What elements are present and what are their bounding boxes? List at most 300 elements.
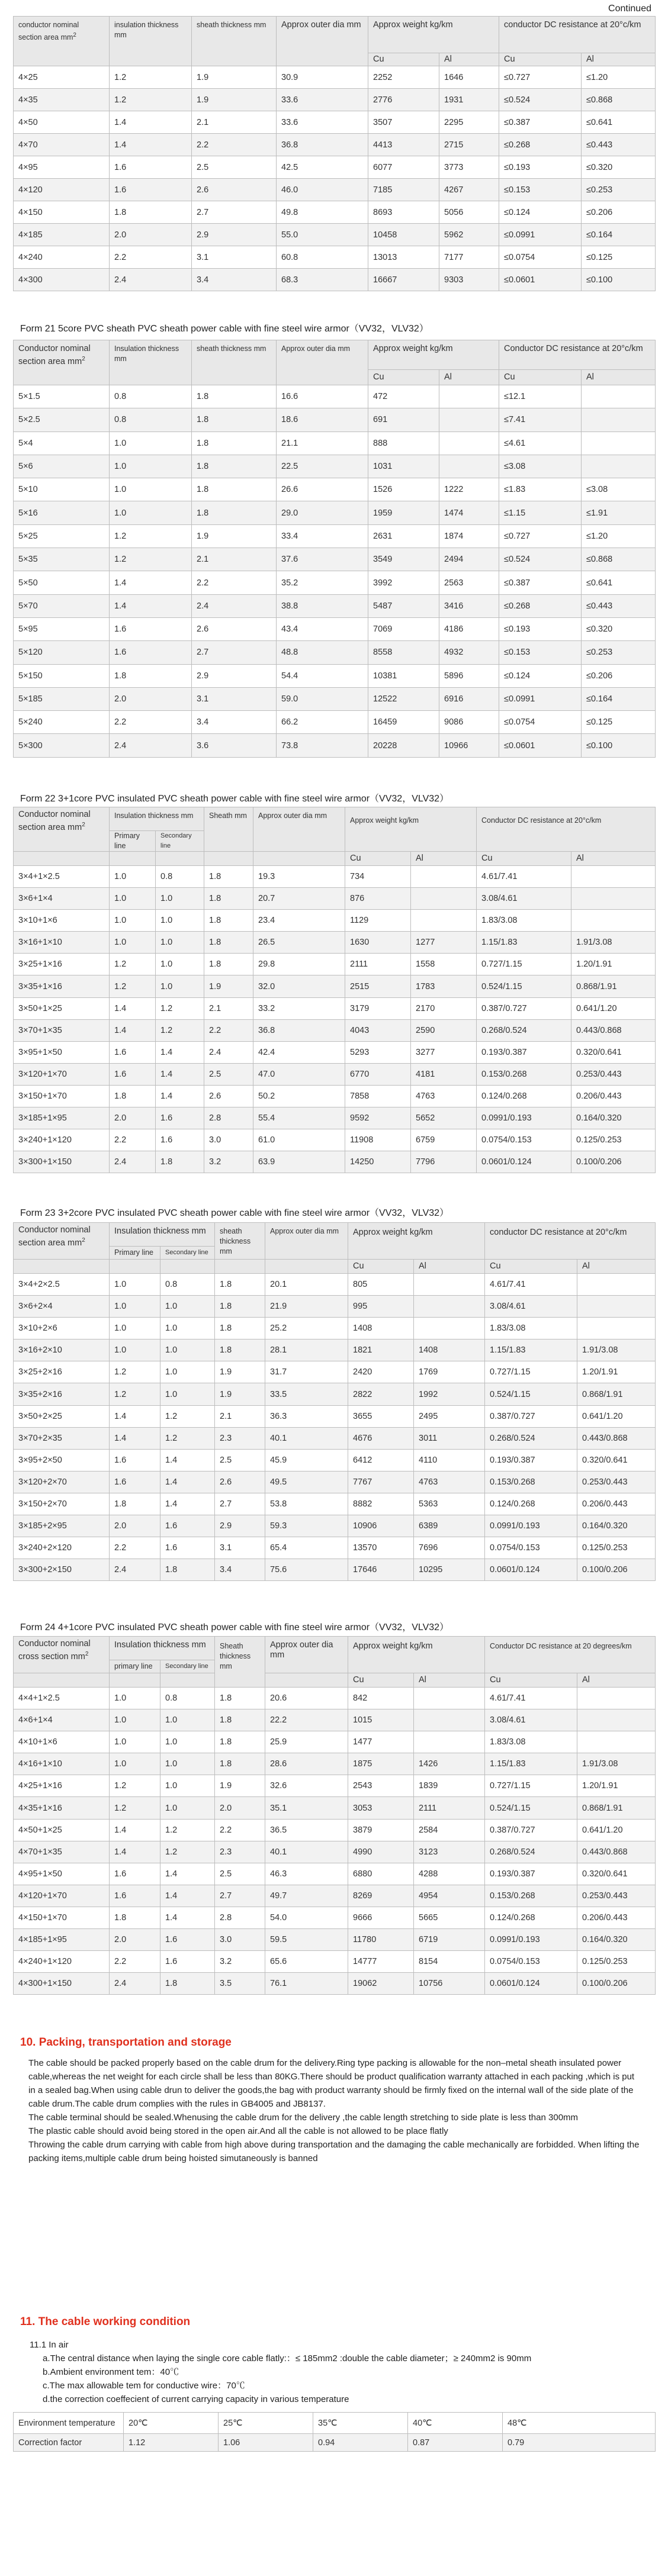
table-cell: 1.0 <box>110 1731 160 1753</box>
table-cell: 20.1 <box>265 1274 348 1296</box>
table-row <box>14 1885 656 1907</box>
table-cell: 16667 <box>368 269 439 291</box>
table-row <box>14 1063 656 1085</box>
table-cell: 10906 <box>348 1515 414 1537</box>
table-cell: 3×185+2×95 <box>14 1515 110 1537</box>
table-cell: 61.0 <box>253 1129 345 1151</box>
table-cell: 0.727/1.15 <box>485 1775 577 1797</box>
header-weight-cu: Cu <box>368 370 439 385</box>
table-cell: 1.0 <box>160 1361 215 1383</box>
table-cell: 0.164/0.320 <box>571 1107 656 1129</box>
table-cell: 3123 <box>414 1841 485 1863</box>
header-outer-dia: Approx outer dia mm <box>253 807 345 852</box>
header-spacer <box>265 1673 348 1688</box>
table-cell: 1.8 <box>192 408 277 432</box>
table-cell: 1.4 <box>160 1885 215 1907</box>
table-cell: 1.8 <box>215 1318 265 1339</box>
table-cell: 0.0991/0.193 <box>485 1515 577 1537</box>
table-cell: 1222 <box>439 478 499 501</box>
table-cell: 49.8 <box>277 201 368 224</box>
table-cell: 1.15/1.83 <box>485 1753 577 1775</box>
header-sheath: sheath thickness mm <box>192 340 277 385</box>
table-cell: 4932 <box>439 641 499 664</box>
env-temp-cell: 20℃ <box>124 2413 219 2434</box>
table-row <box>14 711 656 734</box>
table-cell: 1.2 <box>160 1841 215 1863</box>
table-cell: 1821 <box>348 1339 414 1361</box>
table-cell: 23.4 <box>253 910 345 932</box>
table-cell: 1.8 <box>110 664 192 687</box>
table-cell: ≤0.206 <box>582 664 656 687</box>
table-cell <box>582 385 656 408</box>
table-cell: 42.5 <box>277 156 368 179</box>
table-cell: 1.0 <box>160 1775 215 1797</box>
table-cell: 0.8 <box>110 408 192 432</box>
table-cell: 1.0 <box>110 1688 160 1709</box>
table-cell: 2.0 <box>215 1797 265 1819</box>
table-cell: 3×25+2×16 <box>14 1361 110 1383</box>
table-row <box>14 997 656 1019</box>
table-cell: 2.0 <box>110 1929 160 1951</box>
header-primary-line: primary line <box>110 1660 160 1673</box>
table-cell: 45.9 <box>265 1449 348 1471</box>
table-row <box>14 269 656 291</box>
header-sheath: Sheath thickness mm <box>215 1637 265 1688</box>
table-cell: 4288 <box>414 1863 485 1885</box>
table-cell: ≤1.15 <box>499 501 582 524</box>
table-cell <box>577 1274 656 1296</box>
table-cell: 1.0 <box>156 954 204 975</box>
table-cell: 2515 <box>345 975 411 997</box>
table-row <box>14 455 656 478</box>
table-cell: 7858 <box>345 1085 411 1107</box>
table-cell: 1.20/1.91 <box>577 1361 656 1383</box>
table-cell <box>414 1296 485 1318</box>
table-row <box>14 1797 656 1819</box>
table-cell: ≤0.524 <box>499 89 582 111</box>
table-cell: 1.4 <box>160 1863 215 1885</box>
table-cell: 1031 <box>368 455 439 478</box>
table-cell: 2494 <box>439 548 499 571</box>
table-cell: 0.253/0.443 <box>577 1885 656 1907</box>
section-10-para: The cable terminal should be sealed.Whenusing the cable drum for the delivery ,the cable length stretching to side plate is less than 300mm <box>28 2113 579 2123</box>
table-cell: 5363 <box>414 1493 485 1515</box>
table-cell: ≤0.253 <box>582 641 656 664</box>
table-row <box>14 1449 656 1471</box>
table-cell: 0.868/1.91 <box>577 1383 656 1405</box>
table-cell: 5×16 <box>14 501 110 524</box>
table-cell: 2.1 <box>192 548 277 571</box>
header-weight-al: Al <box>414 1260 485 1274</box>
table-cell: 995 <box>348 1296 414 1318</box>
table-cell: 0.124/0.268 <box>477 1085 571 1107</box>
table-cell: 53.8 <box>265 1493 348 1515</box>
table-cell: 0.125/0.253 <box>577 1951 656 1973</box>
table-cell: 1.6 <box>110 1471 160 1493</box>
table-cell: 4954 <box>414 1885 485 1907</box>
table-cell: 0.164/0.320 <box>577 1929 656 1951</box>
table-cell: 1.8 <box>192 478 277 501</box>
header-weight: Approx weight kg/km <box>345 807 477 852</box>
header-spacer <box>253 852 345 866</box>
table-cell: 1.4 <box>156 1063 204 1085</box>
table-cell: 1875 <box>348 1753 414 1775</box>
table-cell: 0.0754/0.153 <box>477 1129 571 1151</box>
table-cell: 6770 <box>345 1063 411 1085</box>
table-cell: 0.206/0.443 <box>577 1493 656 1515</box>
table-cell: 0.641/1.20 <box>571 997 656 1019</box>
table-cell: 1.0 <box>110 1274 160 1296</box>
table-cell: 4×185 <box>14 224 110 246</box>
table-cell <box>439 408 499 432</box>
header-weight-al: Al <box>411 852 477 866</box>
table-cell: 75.6 <box>265 1559 348 1581</box>
table-cell <box>411 910 477 932</box>
table-cell: 1.8 <box>110 201 192 224</box>
table-cell: ≤3.08 <box>582 478 656 501</box>
header-secondary-line: Secondary line <box>156 831 204 852</box>
table-cell: 1.4 <box>160 1471 215 1493</box>
table-cell: 43.4 <box>277 617 368 640</box>
table-cell: 1.6 <box>160 1515 215 1537</box>
table-cell: 5×1.5 <box>14 385 110 408</box>
table-cell: 3.5 <box>215 1973 265 1995</box>
header-weight: Approx weight kg/km <box>368 340 499 370</box>
header-insulation: insulation thickness mm <box>110 17 192 66</box>
table-cell: 0.0601/0.124 <box>477 1151 571 1173</box>
table-cell: 3×6+1×4 <box>14 888 110 910</box>
table-row <box>14 1274 656 1296</box>
table-cell: 4×10+1×6 <box>14 1731 110 1753</box>
table-cell: 4763 <box>411 1085 477 1107</box>
table-cell: ≤1.83 <box>499 478 582 501</box>
table-cell: ≤0.524 <box>499 548 582 571</box>
table-cell: 3×50+2×25 <box>14 1405 110 1427</box>
table-cell: 12522 <box>368 687 439 710</box>
table-cell: 0.524/1.15 <box>485 1797 577 1819</box>
table-cell: 11908 <box>345 1129 411 1151</box>
table-cell: 63.9 <box>253 1151 345 1173</box>
table-cell: 1.83/3.08 <box>485 1318 577 1339</box>
table-cell: 5056 <box>439 201 499 224</box>
table-cell: 1.2 <box>156 997 204 1019</box>
table-cell: ≤0.320 <box>582 156 656 179</box>
table-row <box>14 1471 656 1493</box>
table-cell: 1.0 <box>156 975 204 997</box>
table-cell: ≤7.41 <box>499 408 582 432</box>
table-cell: 4×50 <box>14 111 110 134</box>
header-weight: Approx weight kg/km <box>348 1637 485 1673</box>
header-spacer <box>110 852 156 866</box>
table-cell: 4676 <box>348 1427 414 1449</box>
table-row <box>14 1559 656 1581</box>
table-cell: 1.4 <box>110 997 156 1019</box>
table-cell: 1.15/1.83 <box>485 1339 577 1361</box>
table-cell: 1.2 <box>110 1383 160 1405</box>
table-cell: 37.6 <box>277 548 368 571</box>
table-cell: 4×240+1×120 <box>14 1951 110 1973</box>
header-secondary-line: Secondary line <box>160 1660 215 1673</box>
table-row <box>14 1819 656 1841</box>
table-cell: 3×16+1×10 <box>14 932 110 954</box>
table-cell: 1.4 <box>110 1019 156 1041</box>
table-cell: 3×4+1×2.5 <box>14 866 110 888</box>
table-cell: 0.868/1.91 <box>571 975 656 997</box>
table-cell: ≤0.253 <box>582 179 656 201</box>
section-11-subtitle: 11.1 In air <box>30 2340 69 2350</box>
table-cell: 17646 <box>348 1559 414 1581</box>
table-row <box>14 201 656 224</box>
table-row <box>14 910 656 932</box>
table-cell: 6389 <box>414 1515 485 1537</box>
correction-factor-cell: 1.12 <box>124 2434 219 2452</box>
table-cell: 0.8 <box>160 1688 215 1709</box>
table-cell: 1839 <box>414 1775 485 1797</box>
table-cell: 2.4 <box>192 594 277 617</box>
table-cell: ≤0.268 <box>499 594 582 617</box>
table-cell: 4×95 <box>14 156 110 179</box>
table-cell: 2.7 <box>192 201 277 224</box>
table-row <box>14 571 656 594</box>
table-cell: ≤0.100 <box>582 269 656 291</box>
table-cell: ≤0.727 <box>499 524 582 548</box>
table-cell: 3.1 <box>215 1537 265 1559</box>
table-cell: 3.6 <box>192 734 277 757</box>
table-cell: 691 <box>368 408 439 432</box>
table-cell: 4×300+1×150 <box>14 1973 110 1995</box>
header-spacer <box>156 852 204 866</box>
table-cell <box>411 866 477 888</box>
table-cell: 32.6 <box>265 1775 348 1797</box>
header-resistance: Conductor DC resistance at 20°c/km <box>499 340 656 370</box>
table-cell: 38.8 <box>277 594 368 617</box>
table-cell: 1558 <box>411 954 477 975</box>
table-cell: 805 <box>348 1274 414 1296</box>
header-res-al: Al <box>582 53 656 66</box>
table-cell: 1.0 <box>160 1797 215 1819</box>
table-cell: 5×70 <box>14 594 110 617</box>
table-cell: 0.524/1.15 <box>485 1383 577 1405</box>
table-cell: 5652 <box>411 1107 477 1129</box>
table-row <box>14 1339 656 1361</box>
table-cell: 5665 <box>414 1907 485 1928</box>
table-row <box>14 1085 656 1107</box>
table-cell: 13013 <box>368 246 439 269</box>
table-row <box>14 617 656 640</box>
section-10-para: The cable should be packed properly based on the cable drum for the delivery.Ring type packing is allowable for the non–metal sheath insulated power cable,whereas the net weight for each circle shall be less than 80KG.There should be product qualification warranty attached in each packing ,which is put in a sealed bag.When using cable drun to deliver the goods,the bag with product warranty should be firmly fixed on the internal wall of the side plate of the cable drum.The cable drum complies with the rules in GB4005 and JB8137. <box>28 2058 635 2109</box>
form-21-title: Form 21 5core PVC sheath PVC sheath power cable with fine steel wire armor（VV32，VLV32） <box>20 324 429 334</box>
table-cell: 33.6 <box>277 111 368 134</box>
table-cell: 3011 <box>414 1427 485 1449</box>
table-cell: 1.8 <box>156 1151 204 1173</box>
table-cell: ≤0.387 <box>499 111 582 134</box>
table-cell: 2584 <box>414 1819 485 1841</box>
header-spacer <box>110 1673 160 1688</box>
header-res-al: Al <box>571 852 656 866</box>
table-cell: 55.4 <box>253 1107 345 1129</box>
table-cell: 3×35+2×16 <box>14 1383 110 1405</box>
table-cell: 3×240+1×120 <box>14 1129 110 1151</box>
table-cell: 842 <box>348 1688 414 1709</box>
table-cell: 1992 <box>414 1383 485 1405</box>
table-cell: 1.2 <box>110 954 156 975</box>
table-row <box>14 1709 656 1731</box>
table-cell <box>439 385 499 408</box>
table-row <box>14 1753 656 1775</box>
header-res-cu: Cu <box>485 1673 577 1688</box>
table-cell: 35.2 <box>277 571 368 594</box>
header-res-al: Al <box>577 1260 656 1274</box>
table-cell: 1.9 <box>215 1775 265 1797</box>
table-cell: ≤0.268 <box>499 134 582 156</box>
table-cell: 48.8 <box>277 641 368 664</box>
table-cell: 0.0991/0.193 <box>485 1929 577 1951</box>
table-cell: 4.61/7.41 <box>477 866 571 888</box>
table-cell: 0.443/0.868 <box>571 1019 656 1041</box>
section-10-para: The plastic cable should avoid being stored in the open air.And all the cable is not allowed to be place flatly <box>28 2126 448 2136</box>
table-cell: 33.5 <box>265 1383 348 1405</box>
table-cell: 0.124/0.268 <box>485 1493 577 1515</box>
table-cell: 2.5 <box>215 1863 265 1885</box>
table-cell: 0.8 <box>110 385 192 408</box>
table-row <box>14 408 656 432</box>
header-weight-cu: Cu <box>345 852 411 866</box>
table-cell: 0.268/0.524 <box>485 1841 577 1863</box>
table-cell: 1.6 <box>156 1107 204 1129</box>
table-row <box>14 594 656 617</box>
table-cell: 49.5 <box>265 1471 348 1493</box>
table-cell: 1.8 <box>215 1339 265 1361</box>
table-cell: 2543 <box>348 1775 414 1797</box>
table-cell <box>577 1688 656 1709</box>
table-cell <box>414 1709 485 1731</box>
table-cell: 1.4 <box>110 111 192 134</box>
table-cell: 1.8 <box>192 455 277 478</box>
table-cell: ≤0.100 <box>582 734 656 757</box>
table-cell: 1.0 <box>160 1753 215 1775</box>
table-cell: 0.387/0.727 <box>485 1819 577 1841</box>
header-outer-dia: Approx outer dia mm <box>265 1637 348 1673</box>
table-cell: 8558 <box>368 641 439 664</box>
table-cell: 3992 <box>368 571 439 594</box>
table-cell: 1769 <box>414 1361 485 1383</box>
table-cell: 1.0 <box>160 1731 215 1753</box>
table-cell: 0.727/1.15 <box>485 1361 577 1383</box>
table-cell: 3.0 <box>215 1929 265 1951</box>
table-cell: 2.0 <box>110 687 192 710</box>
table-cell: ≤0.125 <box>582 711 656 734</box>
table-cell: 1630 <box>345 932 411 954</box>
table-cell: 26.6 <box>277 478 368 501</box>
table-cell: ≤0.206 <box>582 201 656 224</box>
table-cell: 2420 <box>348 1361 414 1383</box>
table-cell: 1.9 <box>192 89 277 111</box>
table-cell: 0.320/0.641 <box>577 1449 656 1471</box>
table-cell: 2.0 <box>110 1515 160 1537</box>
header-res-cu: Cu <box>477 852 571 866</box>
header-spacer <box>14 1260 110 1274</box>
table-cell <box>414 1274 485 1296</box>
table-cell: 28.6 <box>265 1753 348 1775</box>
header-insulation: Insulation thickness mm <box>110 1637 215 1660</box>
table-cell: 1.8 <box>215 1296 265 1318</box>
table-cell: 33.2 <box>253 997 345 1019</box>
table-cell: 1.6 <box>160 1537 215 1559</box>
table-form-24 <box>13 1636 656 1995</box>
table-cell: 60.8 <box>277 246 368 269</box>
section-11-items <box>43 2352 635 2406</box>
table-cell: 2.2 <box>110 1129 156 1151</box>
table-cell: 55.0 <box>277 224 368 246</box>
table-cell: 0.268/0.524 <box>485 1427 577 1449</box>
table-row <box>14 111 656 134</box>
table-cell: 5×25 <box>14 524 110 548</box>
header-spacer <box>110 1260 160 1274</box>
table-cell: 36.8 <box>277 134 368 156</box>
header-primary-line: Primary line <box>110 1247 160 1260</box>
table-cell: 1.0 <box>110 910 156 932</box>
table-cell: 0.8 <box>156 866 204 888</box>
table-cell: 4×150+1×70 <box>14 1907 110 1928</box>
table-cell: 1.91/3.08 <box>571 932 656 954</box>
table-cell: 1.6 <box>156 1129 204 1151</box>
table-cell: 3×50+1×25 <box>14 997 110 1019</box>
header-insulation: Insulation thickness mm <box>110 807 204 831</box>
env-temp-cell: 40℃ <box>408 2413 503 2434</box>
header-res-cu: Cu <box>499 53 582 66</box>
table-cell: 5×300 <box>14 734 110 757</box>
header-section-area: Conductor nominal section area $mm^2$ <box>14 807 110 852</box>
table-cell: 1.0 <box>110 888 156 910</box>
table-cell: ≤0.0601 <box>499 269 582 291</box>
table-cell: 1.2 <box>110 975 156 997</box>
table-cell: 1.2 <box>110 1775 160 1797</box>
header-weight-al: Al <box>414 1673 485 1688</box>
table-cell: ≤1.91 <box>582 501 656 524</box>
table-cell: 0.100/0.206 <box>577 1973 656 1995</box>
table-cell: 8154 <box>414 1951 485 1973</box>
table-cell: ≤1.20 <box>582 524 656 548</box>
table-cell: 1.6 <box>110 1063 156 1085</box>
table-cell: 3.2 <box>204 1151 253 1173</box>
table-cell: 1.4 <box>160 1907 215 1928</box>
condition-item: d.the correction coeffecient of current carrying capacity in various temperature <box>43 2394 349 2404</box>
header-sheath: sheath thickness mm <box>215 1223 265 1260</box>
table-cell: 29.8 <box>253 954 345 975</box>
table-cell: 0.0601/0.124 <box>485 1559 577 1581</box>
table-row <box>14 524 656 548</box>
table-cell: 1426 <box>414 1753 485 1775</box>
table-cell: 4181 <box>411 1063 477 1085</box>
correction-factor-cell: 0.87 <box>408 2434 503 2452</box>
header-weight-cu: Cu <box>348 1260 414 1274</box>
table-row <box>14 548 656 571</box>
table-cell: 32.0 <box>253 975 345 997</box>
table-cell: 65.4 <box>265 1537 348 1559</box>
table-cell: ≤0.0754 <box>499 711 582 734</box>
table-cell: 1.4 <box>110 1841 160 1863</box>
header-res-al: Al <box>582 370 656 385</box>
table-cell: 1.8 <box>204 954 253 975</box>
header-outer-dia: Approx outer dia mm <box>277 340 368 385</box>
table-cell: 59.3 <box>265 1515 348 1537</box>
table-cell: 16.6 <box>277 385 368 408</box>
table-row <box>14 1405 656 1427</box>
table-cell <box>582 455 656 478</box>
table-cell: 3655 <box>348 1405 414 1427</box>
table-cell: 8269 <box>348 1885 414 1907</box>
section-10-title: 10. Packing, transportation and storage <box>20 2036 232 2049</box>
